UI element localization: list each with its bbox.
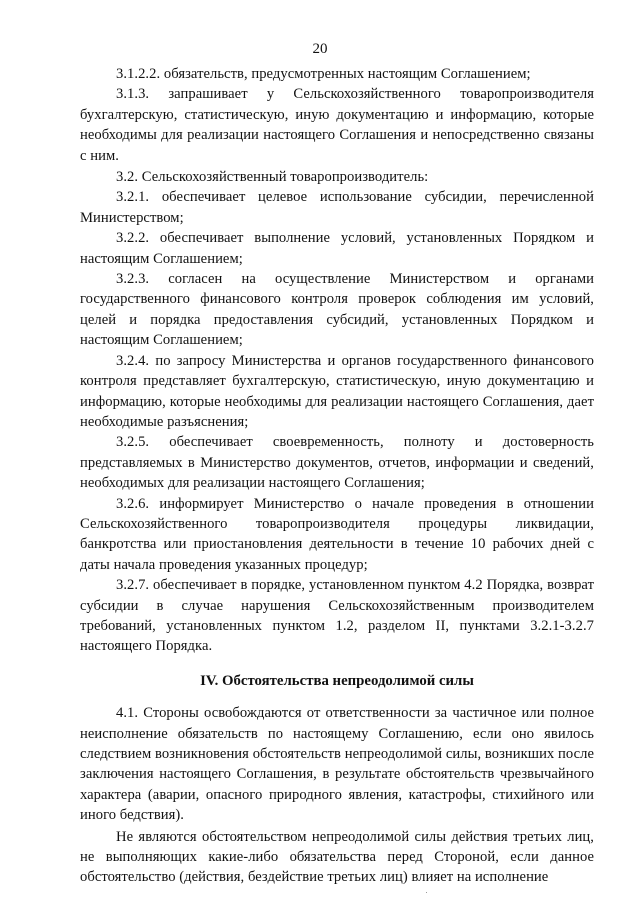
section-heading: IV. Обстоятельства непреодолимой силы xyxy=(200,672,474,689)
paragraph-4-1: 4.1. Стороны освобождаются от ответственности за частичное или полное неисполнение обязательств по настоящему Соглашению, если оно явилось следствием возникновения обстоятельств непреодолимой силы, возникших после заключения настоящего Соглашения, в результате обстоятельств чрезвычайного характера (аварии, опасного природного явления, катастрофы, стихийного или иного бедствия). xyxy=(80,705,594,824)
paragraph-3-2-3: 3.2.3. согласен на осуществление Министерством и органами государственного финансового контроля проверок соблюдения им условий, целей и порядка предоставления субсидий, установленных Порядком и настоящим Соглашением; xyxy=(80,271,594,349)
scan-speck xyxy=(426,892,427,893)
paragraph-3-2-4: 3.2.4. по запросу Министерства и органов государственного финансового контроля представляет бухгалтерскую, статистическую, иную документацию и информацию, которые необходимы для реализации настоящего Соглашения, дает необходимые разъяснения; xyxy=(80,352,594,430)
page-number: 20 xyxy=(312,41,328,57)
paragraph-3-1-2-2: 3.1.2.2. обязательств, предусмотренных настоящим Соглашением; xyxy=(116,66,531,82)
paragraph-3-1-3: 3.1.3. запрашивает у Сельскохозяйственного товаропроизводителя бухгалтерскую, статистическую, иную документацию и информацию, которые необходимы для реализации настоящего Соглашения и непосредственно связаны с ним. xyxy=(80,86,594,164)
paragraph-3-2: 3.2. Сельскохозяйственный товаропроизводитель: xyxy=(116,169,429,186)
paragraph-3-2-6: 3.2.6. информирует Министерство о начале проведения в отношении Сельскохозяйственного товаропроизводителя процедуры ликвидации, банкротства или приостановления деятельности в течение 10 рабочих дней с даты начала проведения указанных процедур; xyxy=(80,495,594,573)
paragraph-3-2-2: 3.2.2. обеспечивает выполнение условий, установленных Порядком и настоящим Соглашением; xyxy=(80,230,594,267)
paragraph-3-2-7: 3.2.7. обеспечивает в порядке, установленном пунктом 4.2 Порядка, возврат субсидии в случае нарушения Сельскохозяйственным производителем требований, установленных пунктом 1.2, разделом II, пунктами 3.2.1-3.2.7 настоящего Порядка. xyxy=(80,577,594,655)
document-body xyxy=(80,64,594,888)
paragraph-3-2-5: 3.2.5. обеспечивает своевременность, полноту и достоверность представляемых в Министерство документов, отчетов, информации и сведений, необходимых для реализации настоящего Соглашения; xyxy=(80,434,594,492)
paragraph-force-majeure-exclusion: Не являются обстоятельством непреодолимой силы действия третьих лиц, не выполняющих какие-либо обязательства перед Стороной, если данное обстоятельство (действия, бездействие третьих лиц) влияет на исполнение xyxy=(80,828,594,886)
paragraph-3-2-1: 3.2.1. обеспечивает целевое использование субсидии, перечисленной Министерством; xyxy=(80,189,594,226)
